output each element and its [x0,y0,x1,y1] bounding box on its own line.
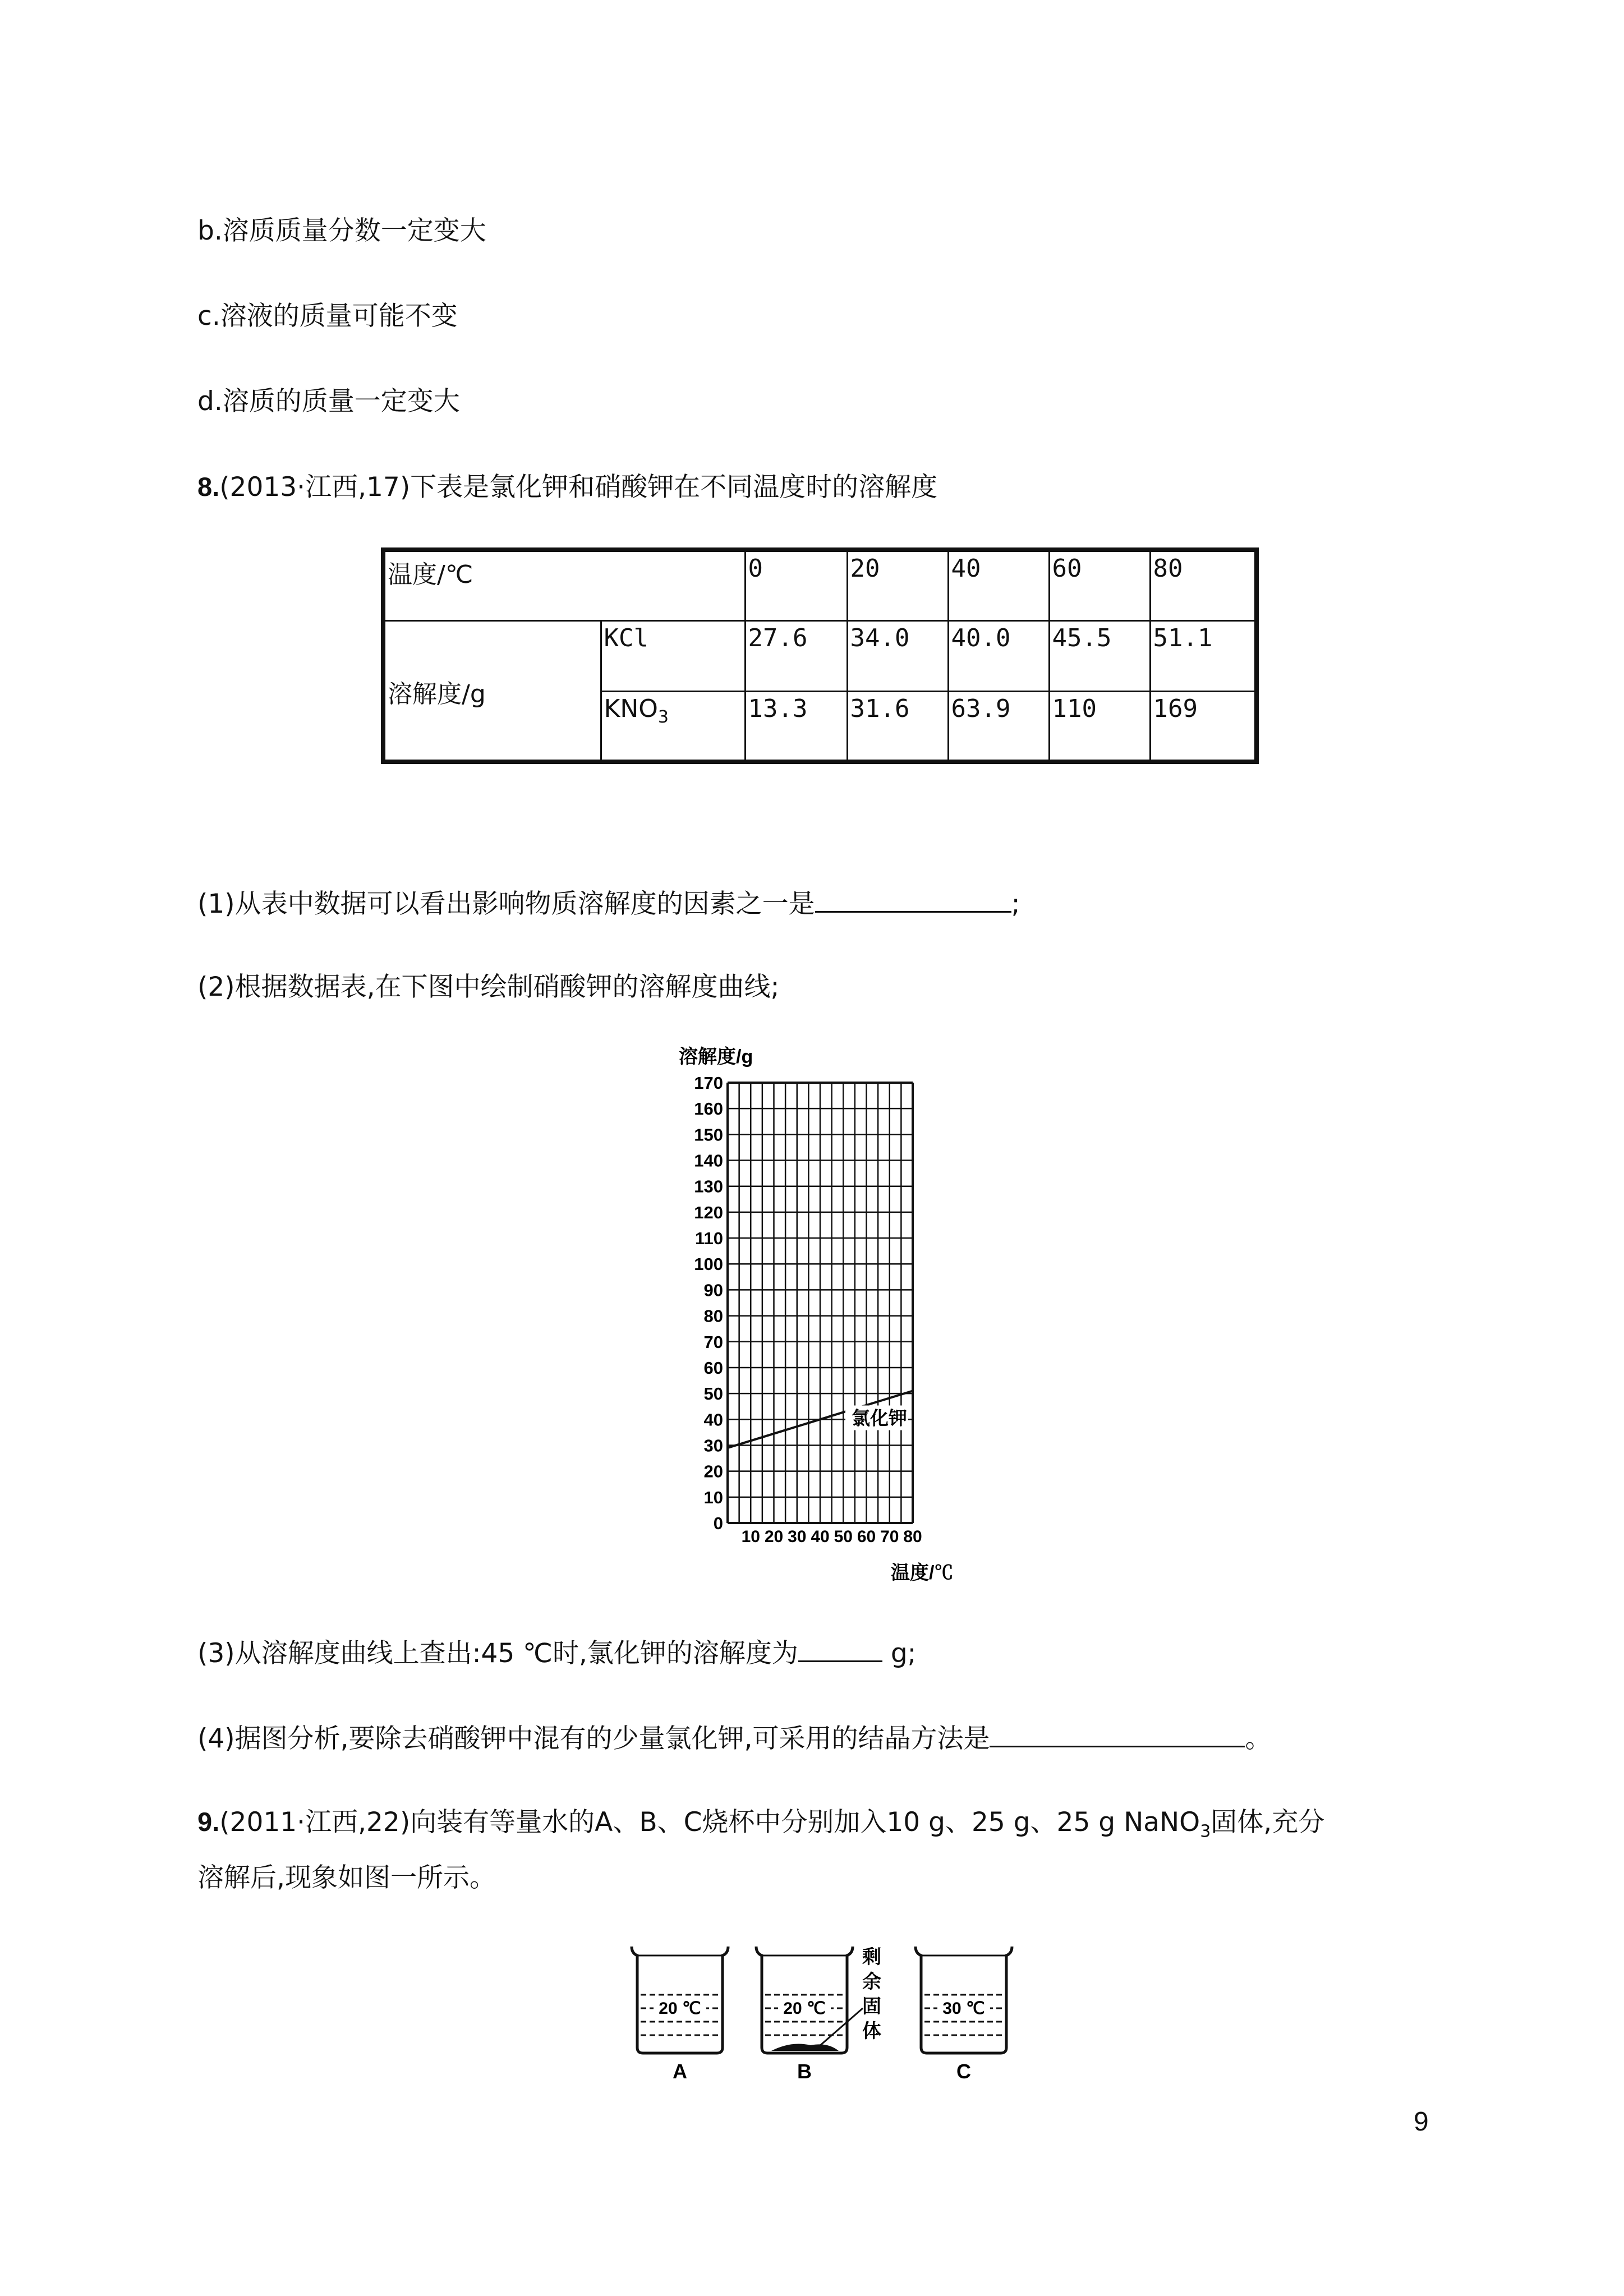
temp-cell: 40 [948,550,1049,620]
beaker-b [756,1947,881,2083]
residue-label-char: 体 [862,2021,881,2042]
substance-cell [601,691,745,762]
residue-label-char: 余 [862,1971,881,1993]
sub-question-text: (4)据图分析,要除去硝酸钾中混有的少量氯化钾,可采用的结晶方法是 [197,1723,990,1754]
y-tick-label: 60 [703,1358,723,1378]
y-tick-label: 140 [694,1151,723,1171]
x-tick-label: 70 [880,1527,899,1546]
y-tick-label: 70 [703,1332,723,1352]
y-axis-label: 溶解度/g [679,1046,753,1068]
subscript: 3 [657,707,669,727]
question-stem-text: (2013·江西,17)下表是氯化钾和硝酸钾在不同温度时的溶解度 [219,472,938,503]
table-row [383,620,1257,691]
x-tick-label: 50 [834,1527,853,1546]
answer-blank[interactable] [990,1719,1245,1747]
sub-question-2: (2)根据数据表,在下图中绘制硝酸钾的溶解度曲线; [197,972,780,1002]
temp-cell: 80 [1150,550,1257,620]
y-tick-label: 130 [694,1176,723,1197]
beaker-a-temp: 20 ℃ [659,1999,701,2018]
question-stem-text-end: 固体,充分 [1211,1807,1325,1838]
sub-question-end: g; [882,1638,917,1669]
y-tick-label: 50 [703,1384,723,1404]
y-tick-label: 10 [703,1487,723,1507]
option-d: d.溶质的质量一定变大 [197,386,460,417]
temp-cell: 20 [847,550,948,620]
solubility-table [381,547,1259,764]
y-tick-label: 160 [694,1099,723,1119]
page-number: 9 [1414,2107,1429,2137]
sub-question-4 [197,1719,1271,1756]
value-cell: 169 [1150,691,1257,762]
beaker-c [915,1947,1012,2083]
y-tick-labels [694,1073,723,1533]
table-row [383,550,1257,620]
residue-label-char: 固 [862,1996,881,2017]
solubility-label-cell: 溶解度/g [383,620,601,762]
y-tick-label: 100 [694,1254,723,1274]
value-cell: 34.0 [847,620,948,691]
x-tick-label: 10 [741,1527,760,1546]
sub-question-1 [197,884,1020,921]
y-tick-label: 170 [694,1073,723,1093]
y-tick-label: 20 [703,1461,723,1481]
beaker-c-temp: 30 ℃ [942,1999,985,2018]
question-number: 9. [197,1807,220,1837]
solubility-chart [651,1041,987,1590]
beaker-b-temp: 20 ℃ [783,1999,826,2018]
question-8-stem [197,470,937,504]
sub-question-end: ; [1011,889,1020,919]
x-tick-label: 30 [788,1527,807,1546]
x-axis-label: 温度/℃ [891,1562,954,1584]
value-cell: 63.9 [948,691,1049,762]
question-stem-text: (2011·江西,22)向装有等量水的A、B、C烧杯中分别加入10 g、25 g、25 g NaNO [219,1807,1200,1838]
substance-name: KNO [604,694,658,723]
question-number: 8. [197,472,220,501]
chart-grid [728,1083,913,1523]
question-9-line2: 溶解后,现象如图一所示。 [197,1862,496,1893]
answer-blank[interactable] [815,884,1011,913]
x-tick-label: 20 [764,1527,784,1546]
x-tick-label: 80 [903,1527,922,1546]
x-tick-labels [742,1527,922,1546]
substance-cell: KCl [601,620,745,691]
series-label: 氯化钾 [852,1407,907,1429]
sub-question-text: (3)从溶解度曲线上查出:45 ℃时,氯化钾的溶解度为 [197,1638,798,1669]
subscript: 3 [1200,1821,1211,1842]
beaker-c-label: C [956,2060,971,2083]
beakers-figure [623,1941,1038,2087]
residue-solid [771,2044,839,2051]
sub-question-end: 。 [1245,1723,1272,1754]
sub-question-3 [197,1634,917,1671]
temp-header-cell: 温度/℃ [383,550,745,620]
y-tick-label: 90 [703,1280,723,1300]
value-cell: 40.0 [948,620,1049,691]
value-cell: 45.5 [1049,620,1150,691]
option-b: b.溶质质量分数一定变大 [197,215,486,246]
y-tick-label: 30 [703,1435,723,1456]
question-9-line1 [197,1805,1324,1848]
answer-blank[interactable] [798,1634,882,1662]
y-tick-label: 0 [713,1513,723,1533]
residue-label-char: 剩 [862,1947,881,1968]
y-tick-label: 110 [694,1228,723,1249]
temp-cell: 60 [1049,550,1150,620]
value-cell: 27.6 [745,620,847,691]
value-cell: 51.1 [1150,620,1257,691]
y-tick-label: 80 [703,1306,723,1326]
beaker-a [632,1947,728,2083]
y-tick-label: 150 [694,1125,723,1145]
x-tick-label: 60 [857,1527,876,1546]
x-tick-label: 40 [811,1527,830,1546]
value-cell: 110 [1049,691,1150,762]
temp-cell: 0 [745,550,847,620]
option-c: c.溶液的质量可能不变 [197,301,458,332]
value-cell: 13.3 [745,691,847,762]
sub-question-text: (1)从表中数据可以看出影响物质溶解度的因素之一是 [197,889,815,919]
value-cell: 31.6 [847,691,948,762]
y-tick-label: 40 [703,1410,723,1430]
beaker-a-label: A [673,2060,687,2083]
beaker-b-label: B [797,2060,812,2083]
y-tick-label: 120 [694,1202,723,1222]
